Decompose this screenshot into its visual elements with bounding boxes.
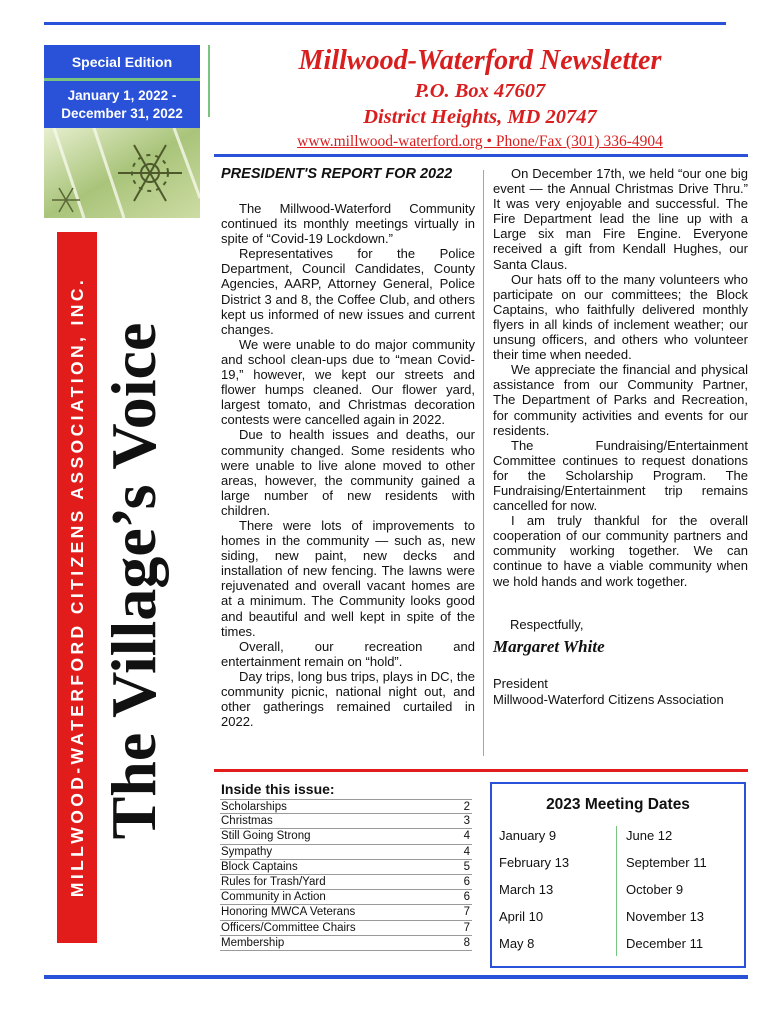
snowflake-ornament-photo	[44, 128, 200, 218]
top-rule	[44, 22, 726, 25]
meeting-date: December 11	[626, 936, 704, 951]
meeting-date: September 11	[626, 855, 707, 870]
newsletter-title: The Village’s Voice	[98, 322, 169, 840]
toc-label: Officers/Committee Chairs	[221, 921, 356, 934]
column-divider	[483, 170, 484, 756]
toc-row[interactable]	[220, 890, 472, 905]
paragraph: Due to health issues and deaths, our community changed. Some residents who were unable to live alone moved to other areas, however, the community gained a large number of new residents with children.	[221, 427, 475, 518]
toc-page: 7	[463, 906, 470, 919]
paragraph: Overall, our recreation and entertainment remain on “hold”.	[221, 638, 475, 669]
paragraph: We appreciate the financial and physical assistance from our Community Partner, The Department of Parks and Recreation, for community activities and events for our residents.	[493, 362, 748, 438]
sidebar-divider	[208, 45, 210, 117]
toc-row[interactable]	[220, 845, 472, 860]
toc-row[interactable]	[220, 814, 472, 829]
toc-page: 6	[463, 891, 470, 904]
meeting-date: November 13	[626, 909, 705, 924]
toc-label: Honoring MWCA Veterans	[221, 906, 356, 919]
toc-row[interactable]	[220, 829, 472, 844]
toc-row[interactable]	[220, 905, 472, 920]
inside-heading: Inside this issue:	[221, 781, 335, 797]
toc-label: Christmas	[221, 815, 273, 828]
paragraph: Day trips, long bus trips, plays in DC, the community picnic, national night out, and other gatherings remained curtailed in 2022.	[221, 668, 475, 730]
snowflake-image	[44, 128, 200, 218]
paragraph: Our hats off to the many volunteers who participate on our committees; the Block Captains, who faithfully delivered monthly flyers in all kinds of inclement weather; our unsung officers, and others who volunteer their time when needed.	[493, 271, 748, 363]
toc-label: Membership	[221, 936, 285, 949]
toc-label: Rules for Trash/Yard	[221, 875, 326, 888]
paragraph: Representatives for the Police Department, Council Candidates, County Agencies, AARP, Attorney General, Police District 3 and 8, the Coffee Club, and others kept us informed of new issues and current changes.	[221, 246, 475, 337]
toc-label: Sympathy	[221, 845, 273, 858]
edition-badge	[44, 45, 200, 78]
paragraph: I am truly thankful for the overall cooperation of our community partners and community working together. We can continue to have a viable community when we hold hands and work together.	[493, 513, 748, 589]
toc-label: Community in Action	[221, 891, 326, 904]
signer-title: President	[493, 676, 548, 691]
toc-page: 6	[463, 875, 470, 888]
meeting-date: January 9	[499, 828, 557, 843]
meeting-dates-title: 2023 Meeting Dates	[546, 796, 690, 813]
edition-date-start: January 1, 2022 -	[67, 87, 177, 103]
toc-page: 5	[463, 860, 470, 873]
toc-row[interactable]	[220, 860, 472, 875]
toc-label: Still Going Strong	[221, 830, 311, 843]
report-column-1	[221, 201, 475, 729]
signer-org: Millwood-Waterford Citizens Association	[493, 692, 724, 707]
masthead-rule	[214, 154, 748, 157]
meeting-dates-right	[626, 822, 707, 957]
paragraph: On December 17th, we held “our one big event — the Annual Christmas Drive Thru.” It was very enjoyable and successful. The Fire Department lead the line up with a Large six man Fire Engine. Everyone received a gift from Kendall Hughes, our Santa Claus.	[493, 166, 748, 272]
paragraph: The Fundraising/Entertainment Committee continues to request donations for the Scholarship Program. The Fundraising/Entertainment trip remains cancelled for now.	[493, 437, 748, 514]
closing: Respectfully,	[510, 617, 584, 632]
city-address: District Heights, MD 20747	[363, 106, 597, 128]
toc-row[interactable]	[220, 936, 472, 951]
meeting-date: June 12	[626, 828, 673, 843]
toc-row[interactable]	[220, 799, 472, 814]
toc-page: 4	[463, 845, 470, 858]
section-rule	[214, 769, 748, 772]
paragraph: We were unable to do major community and school clean-ups due to “mean Covid-19,” however, we kept our streets and flower humps cleaned. Our flower yard, largest tomato, and Christmas decoration contests were cancelled again in 2022.	[221, 336, 475, 428]
report-heading: PRESIDENT'S REPORT FOR 2022	[221, 166, 453, 182]
toc-page: 4	[463, 830, 470, 843]
signer-block	[493, 676, 724, 708]
paragraph: The Millwood-Waterford Community continued its monthly meetings virtually in spite of “Covid-19 Lockdown.”	[221, 201, 475, 247]
website-phone-link[interactable]: www.millwood-waterford.org • Phone/Fax (301) 336-4904	[297, 133, 663, 150]
toc-page: 7	[463, 921, 470, 934]
report-column-2	[493, 166, 748, 589]
newsletter-name: Millwood-Waterford Newsletter	[298, 45, 662, 76]
po-box: P.O. Box 47607	[414, 80, 546, 102]
meeting-date: May 8	[499, 936, 535, 951]
meeting-date: October 9	[626, 882, 684, 897]
association-name: MILLWOOD-WATERFORD CITIZENS ASSOCIATION, INC.	[67, 276, 87, 898]
toc-label: Block Captains	[221, 860, 298, 873]
toc-page: 3	[463, 815, 470, 828]
meeting-divider	[616, 826, 617, 956]
edition-dates	[44, 81, 200, 128]
toc-row[interactable]	[220, 875, 472, 890]
paragraph: There were lots of improvements to homes in the community — such as, new siding, new paint, new decks and installation of new fencing. The lawns were rejuvenated and overall vacant homes are at a minimum. The Community looks good and beautiful and well kept in spite of the times.	[221, 517, 475, 639]
meeting-dates-left	[499, 822, 569, 957]
table-of-contents	[220, 799, 472, 951]
bottom-rule	[44, 975, 748, 979]
edition-label: Special Edition	[71, 53, 173, 70]
signature: Margaret White	[493, 637, 605, 656]
meeting-date: March 13	[499, 882, 554, 897]
toc-page: 2	[463, 801, 470, 813]
meeting-date: February 13	[499, 855, 570, 870]
meeting-date: April 10	[499, 909, 544, 924]
toc-label: Scholarships	[221, 801, 287, 813]
toc-row[interactable]	[220, 921, 472, 936]
edition-date-end: December 31, 2022	[61, 105, 183, 121]
toc-page: 8	[463, 936, 470, 949]
